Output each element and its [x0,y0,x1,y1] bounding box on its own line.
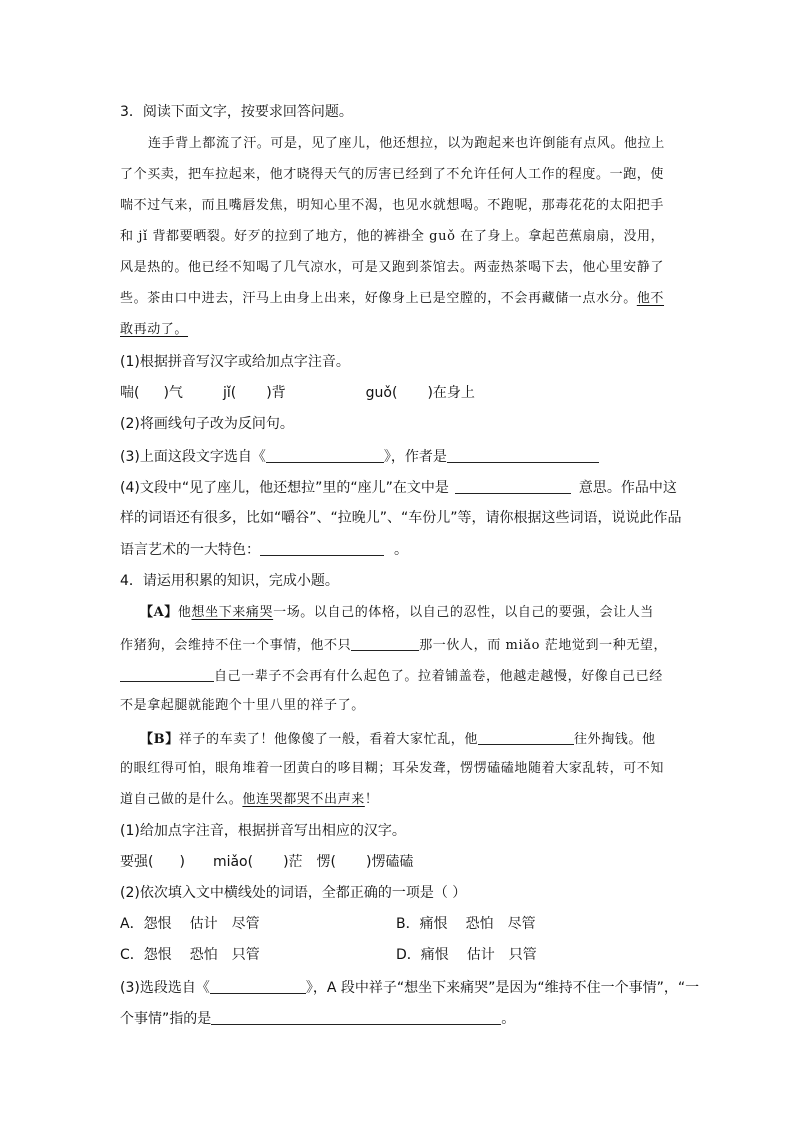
q4-b-label: 【B】 [140,732,179,747]
q3-item-chuan: 喘( [120,385,140,401]
q4-b-text: 道自己做的是什么。 [120,792,243,807]
q3-sub4-line1 [120,477,677,498]
q3-sub3 [120,446,599,467]
q4-b-exclaim: ！ [364,792,379,807]
q4-a-text-cont: 那一伙人，而 miǎo 茫地觉到一种无望， [419,638,668,653]
q4-sub3-line1 [120,977,699,998]
zuor-meaning-blank[interactable] [455,477,571,494]
option-c[interactable] [120,945,260,965]
q3-item-guo: guǒ( [365,385,398,401]
q4-sub3-line2 [120,1008,515,1029]
q3-passage-line: 连手背上都流了汗。可是，见了座儿，他还想拉，以为跑起来也许倒能有点风。他拉上 [148,136,665,151]
q3-underlined-sentence-start: 他不 [636,291,665,306]
blank-2[interactable] [120,665,214,682]
option-d-word1: D．痛恨 [396,947,449,963]
option-b[interactable] [396,914,536,934]
q3-underlined-sentence: 敢再动了。 [120,322,189,337]
q4-sub3-period: 。 [501,1011,516,1027]
q4-a-underlined: 想坐下来痛哭 [191,605,274,620]
option-a-word2: 估计 [189,916,218,932]
option-d-word2: 估计 [466,947,495,963]
option-b-word3: 尽管 [507,916,536,932]
q3-underlined-sentence-end [120,320,188,340]
q4-sub1-items [120,852,413,872]
q3-sub1: (1)根据拼音写汉字或给加点字注音。 [120,354,350,370]
q3-sub4-line2: 样的词语还有很多，比如“嚼谷”、“拉晚儿”、“车份儿”等，请你根据这些词语，说说此作品 [120,510,682,526]
q3-passage-line: 喘不过气来，而且嘴唇发焦，明知心里不渴，也见水就想喝。不跑呢，那毒花花的太阳把手 [120,198,665,213]
q4-sub3-text-cont: 》，A 段中祥子“想坐下来痛哭”是因为“维持不住一个事情”，“一 [305,980,700,996]
q3-sub2: (2)将画线句子改为反问句。 [120,416,294,432]
q3-item-ji: jǐ( [222,385,237,401]
q4-a-line1 [140,603,654,623]
option-d-word3: 只管 [508,947,537,963]
q3-item-bei: )背 [266,385,286,401]
q4-b-line1 [140,728,656,750]
q4-item-mang: )茫 [283,854,303,870]
option-c-word2: 恐怕 [189,947,218,963]
q3-item-zai: )在身上 [427,385,475,401]
option-a-word3: 尽管 [231,916,260,932]
q4-title: 4．请运用积累的知识，完成小题。 [120,573,339,589]
q4-item-leng: 愣( [316,854,337,870]
q4-b-text-cont: 往外掏钱。他 [574,732,656,747]
source-book-blank[interactable] [210,977,306,994]
q4-item-lengkeke: )愣磕磕 [366,854,414,870]
one-thing-blank[interactable] [211,1008,501,1025]
q4-sub3-text: 个事情”指的是 [120,1011,212,1027]
q4-a-text: 自己一辈子不会再有什么起色了。拉着铺盖卷，他越走越慢，好像自己已经 [214,669,663,684]
q3-sub4-line3 [120,539,408,560]
author-blank[interactable] [447,446,599,463]
q4-b-underlined: 他连哭都哭不出声来 [242,792,365,807]
language-feature-blank[interactable] [260,539,384,556]
q3-title: 3．阅读下面文字，按要求回答问题。 [120,104,353,120]
q3-passage-line-with-underline [120,289,664,309]
option-c-word3: 只管 [231,947,260,963]
q4-b-text: 祥子的车卖了！他像傻了一般，看着大家忙乱，他 [178,732,478,747]
q4-sub2: (2)依次填入文中横线处的词语，全都正确的一项是（ ） [120,885,467,901]
q4-item-close: ) [179,854,185,870]
q4-a-text: 他 [177,605,192,620]
q3-sub3-author-text: 》，作者是 [383,449,447,465]
blank-3[interactable] [478,728,574,745]
q4-a-text-cont: 一场。以自己的体格，以自己的忍性，以自己的要强，会让人当 [273,605,654,620]
q3-passage-text: 些。茶由口中进去，汗马上由身上出来，好像身上已是空膛的，不会再藏储一点水分。 [120,291,637,306]
option-c-word1: C．怨恨 [120,947,172,963]
q4-a-label: 【A】 [140,605,178,620]
q3-sub4-text: (4)文段中“见了座儿，他还想拉”里的“座儿”在文中是 [120,480,449,496]
q4-sub3-text: (3)选段选自《 [120,980,210,996]
q4-b-line3 [120,790,378,810]
q3-sub1-items [120,383,475,403]
option-b-word1: B．痛恨 [396,916,448,932]
q4-a-text: 作猪狗，会维持不住一个事情，他不只 [120,638,352,653]
q3-sub4-text-cont: 意思。作品中这 [578,480,677,496]
q4-sub1: (1)给加点字注音，根据拼音写出相应的汉字。 [120,823,406,839]
option-a-word1: A．怨恨 [120,916,172,932]
q3-passage-line: 了个买卖，把车拉起来，他才晓得天气的厉害已经到了不允许任何人工作的程度。一跑，使 [120,167,665,182]
q4-b-line2: 的眼红得可怕，眼角堆着一团黄白的哆目糊；耳朵发聋，愣愣磕磕地随着大家乱转，可不知 [120,761,665,776]
blank-1[interactable] [351,634,419,651]
q3-passage-line: 和 jǐ 背都要晒裂。好歹的拉到了地方，他的裤褂全 guǒ 在了身上。拿起芭蕉扇扇，没用， [120,229,665,244]
option-a[interactable] [120,914,260,934]
q4-item-yaoqiang: 要强( [120,854,154,870]
option-b-word2: 恐怕 [465,916,494,932]
q4-a-line3 [120,665,663,687]
q4-a-line4: 不是拿起腿就能跑个十里八里的祥子了。 [120,698,365,713]
option-d[interactable] [396,945,537,965]
q3-sub4-feature-text: 语言艺术的一大特色： [120,542,260,558]
q3-item-qi: )气 [163,385,183,401]
book-title-blank[interactable] [266,446,384,463]
q3-passage-line: 风是热的。他已经不知喝了几气凉水，可是又跑到茶馆去。两壶热茶喝下去，他心里安静了 [120,260,665,275]
q4-a-line2 [120,634,667,656]
q4-item-miao: miǎo( [212,854,254,870]
q3-sub3-text: (3)上面这段文字选自《 [120,449,266,465]
q3-sub4-period: 。 [394,542,408,558]
